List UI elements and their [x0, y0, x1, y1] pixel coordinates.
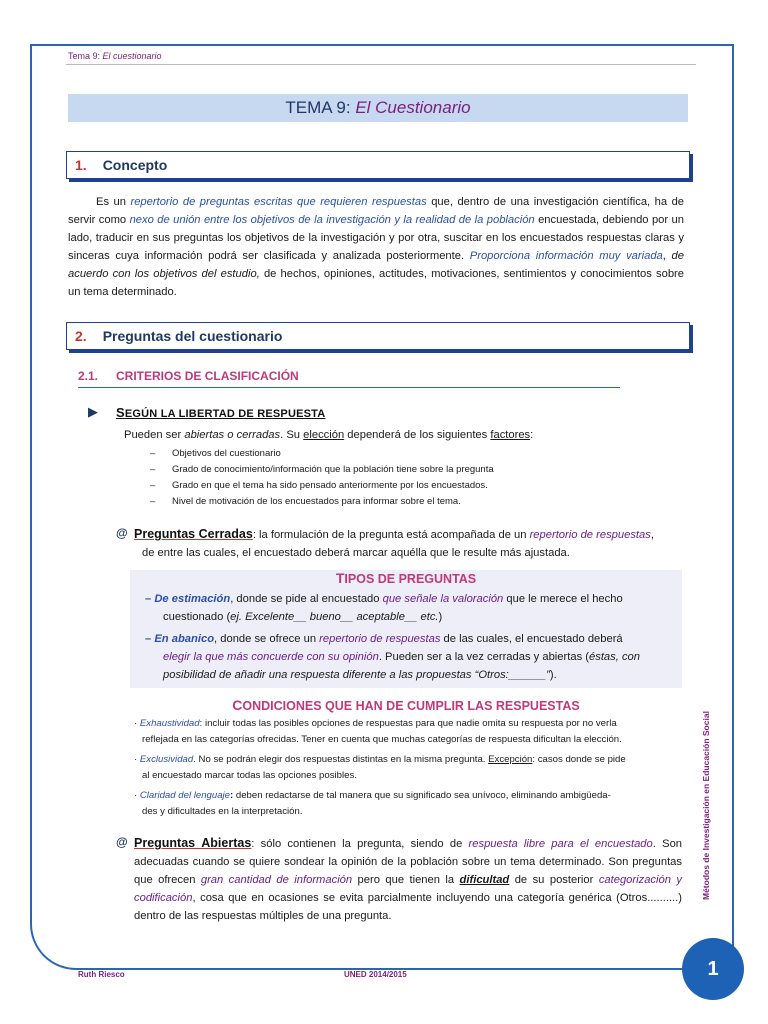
- list-item: [150, 446, 690, 462]
- text: des y dificultades en la interpretación.: [142, 806, 303, 817]
- text: deben redactarse de tal manera que su significado sea unívoco, eliminando ambigüeda-: [233, 790, 611, 801]
- text: .: [193, 754, 196, 765]
- text: : sólo contienen la pregunta, siendo de: [251, 838, 469, 850]
- text-emph: repertorio de respuestas: [319, 633, 441, 645]
- footer-author: Ruth Riesco: [78, 970, 125, 979]
- text: de su posterior: [509, 874, 599, 886]
- section-2-heading: [66, 322, 690, 350]
- text-italic: ej. Excelente__ bueno__ aceptable__ etc.: [230, 611, 439, 623]
- tipos-abanico: – En abanico, donde se ofrece un repertorio de respuestas de las cuales, el encuestado deberá elegir la que más concuerde con su opinión. Pueden ser a la vez cerradas y abiertas (éstas, con posibilidad de añadir una respuesta diferente a las propuestas “Otros:______”).: [145, 633, 640, 681]
- text: . Pueden ser a la vez cerradas y abiertas (: [378, 651, 589, 663]
- dash: –: [150, 480, 156, 491]
- text: : casos donde se pide: [532, 754, 626, 765]
- condiciones-heading: [130, 697, 682, 713]
- side-caption: [701, 700, 715, 900]
- text: Pueden ser: [124, 429, 185, 441]
- text-emph: nexo de unión entre los objetivos de la investigación y la realidad de la población: [129, 214, 535, 226]
- text-emph: dificultad: [459, 874, 510, 886]
- text: dependerá de los siguientes: [344, 429, 491, 441]
- triangle-bullet-icon: ▶: [88, 404, 98, 419]
- text: de entre las cuales, el encuestado deberá marcar aquélla que le resulte más ajustada.: [142, 547, 570, 559]
- side-caption-text: Métodos de Investigación en Educación Social: [701, 711, 711, 900]
- rest: ONDICIONES QUE HAN DE CUMPLIR LAS RESPUESTAS: [242, 699, 580, 713]
- label: Exclusividad: [139, 754, 194, 765]
- footer-course: UNED 2014/2015: [344, 970, 407, 979]
- label: En abanico: [154, 633, 215, 645]
- text: Grado en que el tema ha sido pensado anteriormente por los encuestados.: [172, 480, 488, 491]
- cerradas-paragraph: [134, 525, 686, 562]
- text: de hechos, opiniones, actitudes, motivaciones, sentimientos y conocimientos sobre un tema determinado.: [68, 268, 684, 298]
- subsection-title: CRITERIOS DE CLASIFICACIÓN: [116, 369, 299, 383]
- text: de las cuales, el encuestado deberá: [440, 633, 623, 645]
- text-underline: Excepción: [488, 754, 533, 765]
- text: . Son adecuadas cuando se quiere sondear la opinión de la población sobre un tema determinado. Son preguntas que ofrecen: [134, 838, 683, 886]
- text-italic: éstas, con: [589, 651, 640, 663]
- section-2-number: 2.: [75, 328, 87, 344]
- list-item: [150, 478, 690, 494]
- text-emph: que señale la valoración: [382, 593, 504, 605]
- list-item: [134, 752, 690, 784]
- list-item: [134, 788, 690, 820]
- text: incluir todas las posibles opciones de respuestas para que nadie omita su respuesta por no verla: [202, 718, 617, 729]
- label: De estimación: [154, 593, 231, 605]
- text-italic: de acuerdo con los objetivos del estudio,: [68, 250, 684, 280]
- libertad-intro: [124, 426, 684, 444]
- page-number: 1: [682, 938, 744, 1000]
- text: pero que tienen la: [352, 874, 460, 886]
- text: cuestionado (: [163, 611, 231, 623]
- text: :: [230, 790, 234, 801]
- tipos-heading: [130, 570, 682, 586]
- bullet: ·: [134, 718, 138, 729]
- text: ,: [650, 529, 654, 541]
- text-emph: repertorio de respuestas: [529, 529, 651, 541]
- label: Claridad del lenguaje: [139, 790, 231, 801]
- libertad-heading: [116, 405, 325, 420]
- cap: C: [232, 697, 243, 713]
- text: , donde se pide al encuestado: [230, 593, 383, 605]
- bullet: ·: [134, 754, 138, 765]
- section-1-number: 1.: [75, 157, 87, 173]
- text: : la formulación de la pregunta está acompañada de un: [252, 529, 530, 541]
- header-title: El cuestionario: [102, 51, 162, 61]
- dash: –: [150, 448, 156, 459]
- text-underline: factores: [490, 429, 531, 441]
- text: Grado de conocimiento/información que la población tiene sobre la pregunta: [172, 464, 494, 475]
- text: que, dentro de una investigación científica, ha de servir como: [68, 196, 685, 226]
- text: que le merece el hecho: [503, 593, 623, 605]
- rest: IPOS DE PREGUNTAS: [344, 572, 477, 586]
- text: ): [438, 611, 443, 623]
- tipos-estimacion: – De estimación, donde se pide al encuestado que señale la valoración que le merece el hecho cuestionado (ej. Excelente__ bueno__ aceptable__ etc.): [145, 593, 623, 623]
- text: :: [530, 429, 534, 441]
- text-italic: abiertas o cerradas: [184, 429, 281, 441]
- text: reflejada en las categorías ofrecidas. Tener en cuenta que muchas categorías de respuesta dificultan la elección.: [142, 734, 622, 745]
- text-italic: posibilidad de añadir una respuesta diferente a las propuestas “Otros:______”: [163, 669, 550, 681]
- text-emph: repertorio de preguntas escritas que requieren respuestas: [130, 196, 427, 208]
- section-2-title: Preguntas del cuestionario: [102, 328, 283, 344]
- text: al encuestado marcar todas las opciones posibles.: [142, 770, 357, 781]
- cap: T: [335, 570, 345, 586]
- text: . Su: [280, 429, 304, 441]
- abiertas-title: Preguntas Abiertas: [134, 836, 252, 850]
- section-1-heading: [66, 151, 690, 179]
- condiciones-list: [134, 716, 690, 820]
- text: encuestada, debiendo por un lado, traducir en sus preguntas los objetivos de la investigación y por otra, suscitar en los encuestados respuestas claras y sinceras cuya información podrá ser clasificada y analizada posteriormente.: [68, 214, 684, 262]
- text: , cosa que en ocasiones se evita parcialmente incluyendo una categoría genérica (Otros..........) dentro de las respuestas múltiples de una pregunta.: [134, 892, 682, 922]
- text-emph: categorización y codificación: [134, 874, 682, 904]
- cerradas-title: Preguntas Cerradas: [134, 527, 253, 541]
- text: No se podrán elegir dos respuestas distintas en la misma pregunta.: [195, 754, 489, 765]
- running-header: [68, 51, 162, 61]
- cap: S: [116, 405, 125, 420]
- section-1-title: Concepto: [102, 157, 168, 173]
- subsection-2-1-heading: [78, 369, 620, 388]
- bullet: ·: [134, 790, 138, 801]
- text-emph: respuesta libre para el encuestado: [468, 838, 653, 850]
- text: , donde se ofrece un: [214, 633, 320, 645]
- text: Nivel de motivación de los encuestados para informar sobre el tema.: [172, 496, 461, 507]
- text: Objetivos del cuestionario: [172, 448, 281, 459]
- dash: –: [150, 496, 156, 507]
- concepto-paragraph: [68, 193, 684, 301]
- subsection-number: 2.1.: [78, 369, 99, 383]
- text: ).: [549, 669, 557, 681]
- list-item: [150, 462, 690, 478]
- title-emphasis: El Cuestionario: [355, 98, 471, 117]
- dash: –: [150, 464, 156, 475]
- at-bullet-icon: @: [116, 835, 128, 849]
- factors-list: [150, 446, 690, 510]
- header-rule: [66, 64, 696, 65]
- page-title: [68, 94, 688, 122]
- title-prefix: TEMA 9:: [285, 98, 351, 117]
- text-emph: Proporciona información muy variada: [469, 250, 663, 262]
- text: :: [199, 718, 203, 729]
- at-bullet-icon: @: [116, 526, 128, 540]
- header-prefix: Tema 9:: [68, 51, 101, 61]
- text: ,: [662, 250, 672, 262]
- list-item: [134, 716, 690, 748]
- text: Es un: [96, 196, 131, 208]
- label: Exhaustividad: [139, 718, 200, 729]
- text-underline: elección: [303, 429, 345, 441]
- text-emph: gran cantidad de información: [200, 874, 353, 886]
- list-item: [150, 494, 690, 510]
- text-emph: elegir la que más concuerde con su opinión: [163, 651, 379, 663]
- abiertas-paragraph: [134, 834, 682, 925]
- rest: EGÚN LA LIBERTAD DE RESPUESTA: [124, 408, 326, 420]
